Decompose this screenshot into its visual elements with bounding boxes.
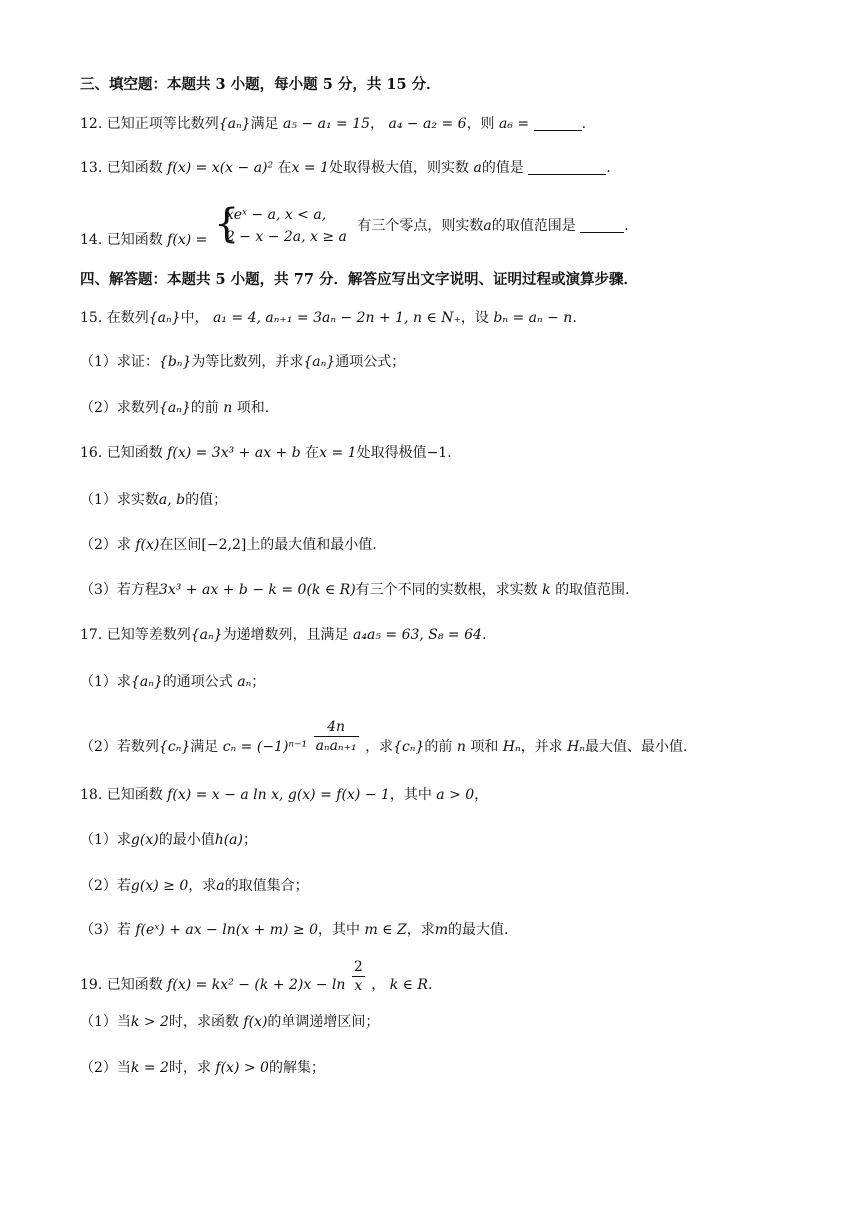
q15-math-2: bₙ = aₙ − n bbox=[493, 310, 573, 326]
q15-p2-math: {aₙ} bbox=[158, 400, 191, 416]
q14-piece-2: 2 − x − 2a, x ≥ a bbox=[225, 229, 347, 245]
q17-p2-n: n bbox=[456, 738, 466, 755]
q17-p1-text: 的通项公式 bbox=[162, 674, 233, 690]
q16-value: −1 bbox=[426, 445, 448, 461]
q15-p2-n: n bbox=[223, 400, 233, 416]
q14-number: 14. bbox=[80, 232, 103, 248]
q12-text-b: 满足 bbox=[250, 116, 279, 132]
question-15 bbox=[80, 308, 840, 328]
q15-text-c: ，设 bbox=[460, 310, 489, 326]
q18-p1-text: 的最小值 bbox=[158, 832, 215, 848]
q12-number: 12. bbox=[80, 116, 103, 132]
q18-p1-math2: h(a) bbox=[214, 832, 243, 848]
q18-p3-math: f(eˣ) + ax − ln(x + m) ≥ 0 bbox=[135, 922, 318, 938]
q13-text-d: 的值是 bbox=[481, 160, 524, 176]
q19-p1-math2: f(x) bbox=[243, 1014, 268, 1030]
q18-p3-label: （3）若 bbox=[80, 922, 131, 938]
q12-math-3: a₆ = bbox=[499, 116, 530, 132]
q15-text-a: 在数列 bbox=[106, 310, 149, 326]
question-12 bbox=[80, 114, 840, 134]
q15-part-2 bbox=[80, 398, 840, 418]
q16-p1-text: 的值； bbox=[185, 492, 228, 508]
q17-part-1 bbox=[80, 672, 840, 692]
q17-p2-math2: {cₙ} bbox=[393, 738, 425, 755]
q12-math-1: a₅ − a₁ = 15 bbox=[283, 116, 371, 132]
q17-p2-frac-num: 4n bbox=[314, 718, 359, 737]
q16-p2-label: （2）求 bbox=[80, 537, 131, 553]
q17-p2-text4: 项和 bbox=[470, 738, 499, 755]
q15-seq: {aₙ} bbox=[148, 310, 181, 326]
q16-x: x = 1 bbox=[319, 445, 357, 461]
q16-end: . bbox=[447, 445, 452, 461]
q16-p3-k: k bbox=[542, 582, 551, 598]
q19-frac-den: x bbox=[354, 978, 363, 994]
q15-text-b: 中， bbox=[180, 310, 209, 326]
q19-p1-text: 时，求函数 bbox=[168, 1014, 239, 1030]
q13-func: f(x) = x(x − a)² bbox=[167, 160, 274, 176]
q17-end: . bbox=[481, 627, 487, 643]
q18-text-b: ，其中 bbox=[389, 787, 432, 803]
q12-text-d: ，则 bbox=[466, 116, 495, 132]
q18-cond: a > 0 bbox=[436, 787, 475, 803]
q17-p2-fraction bbox=[314, 718, 359, 755]
q19-part-2 bbox=[80, 1058, 840, 1078]
q16-part-3 bbox=[80, 580, 840, 600]
q12-text-c: ， bbox=[370, 116, 385, 132]
q19-fraction bbox=[352, 958, 365, 995]
q12-math-2: a₄ − a₂ = 6 bbox=[388, 116, 467, 132]
q17-p1-math: {aₙ} bbox=[130, 674, 163, 690]
question-16 bbox=[80, 443, 840, 463]
q19-p1-math: k > 2 bbox=[130, 1014, 169, 1030]
q19-text-b: ， bbox=[371, 976, 386, 993]
q19-part-1 bbox=[80, 1012, 840, 1032]
q16-p1-label: （1）求实数 bbox=[80, 492, 159, 508]
q18-p1-end: ； bbox=[243, 832, 257, 848]
q18-p2-math: g(x) ≥ 0 bbox=[130, 878, 189, 894]
q16-func: f(x) = 3x³ + ax + b bbox=[167, 445, 301, 461]
q17-text-a: 已知等差数列 bbox=[106, 627, 191, 643]
q17-p2-text3: 的前 bbox=[424, 738, 453, 755]
q18-p3-text3: 的最大值. bbox=[448, 922, 509, 938]
q18-p2-a: a bbox=[216, 878, 225, 894]
q19-p1-label: （1）当 bbox=[80, 1014, 131, 1030]
q13-number: 13. bbox=[80, 160, 103, 176]
q12-text-a: 已知正项等比数列 bbox=[106, 116, 219, 132]
q19-p2-math2: f(x) > 0 bbox=[215, 1060, 269, 1076]
q19-number: 19. bbox=[80, 976, 103, 993]
q14-end: . bbox=[624, 218, 629, 234]
q16-p2-interval: [−2,2] bbox=[201, 537, 247, 553]
q13-a: a bbox=[473, 160, 482, 176]
q15-p2-label: （2）求数列 bbox=[80, 400, 159, 416]
q19-frac-num: 2 bbox=[353, 959, 363, 975]
q16-p1-math: a, b bbox=[158, 492, 186, 508]
q16-number: 16. bbox=[80, 445, 103, 461]
q17-p2-label: （2）若数列 bbox=[80, 738, 159, 755]
q15-p2-text2: 项和. bbox=[236, 400, 270, 416]
q13-x: x = 1 bbox=[291, 160, 329, 176]
q16-part-2 bbox=[80, 535, 840, 555]
q19-func: f(x) = kx² − (k + 2)x − ln bbox=[167, 976, 346, 993]
q15-p1-text2: 通项公式； bbox=[335, 354, 406, 370]
q17-p2-frac-den: aₙaₙ₊₁ bbox=[315, 738, 357, 754]
q14-piece-1: xeˣ − a, x < a, bbox=[225, 207, 327, 223]
q16-p3-math: 3x³ + ax + b − k = 0(k ∈ R) bbox=[158, 582, 356, 598]
question-13 bbox=[80, 158, 840, 178]
q14-text-b: 有三个零点，则实数 bbox=[357, 218, 484, 234]
q16-p3-text2: 的取值范围. bbox=[555, 582, 630, 598]
q16-text-b: 在 bbox=[305, 445, 320, 461]
q18-p1-label: （1）求 bbox=[80, 832, 131, 848]
q13-text-b: 在 bbox=[277, 160, 292, 176]
q17-seq: {aₙ} bbox=[190, 627, 223, 643]
q16-text-a: 已知函数 bbox=[106, 445, 163, 461]
q19-end: . bbox=[427, 976, 433, 993]
q18-part-3 bbox=[80, 920, 840, 940]
q18-p3-m: m ∈ Z bbox=[364, 922, 407, 938]
q17-p2-H2: Hₙ bbox=[567, 738, 586, 755]
q15-p1-text: 为等比数列，并求 bbox=[191, 354, 304, 370]
q19-p1-text2: 的单调递增区间； bbox=[267, 1014, 380, 1030]
q18-number: 18. bbox=[80, 787, 103, 803]
q17-p2-H: Hₙ bbox=[502, 738, 521, 755]
q17-p1-end: ； bbox=[251, 674, 266, 690]
q13-end: . bbox=[606, 160, 611, 176]
q12-seq: {aₙ} bbox=[218, 116, 251, 132]
q14-brace: { bbox=[213, 201, 240, 247]
q17-part-2 bbox=[80, 718, 840, 760]
section-4-heading: 四、解答题：本题共 5 小题，共 77 分．解答应写出文字说明、证明过程或演算步骤． bbox=[80, 271, 638, 288]
section-3-heading: 三、填空题：本题共 3 小题，每小题 5 分，共 15 分． bbox=[80, 76, 441, 93]
q17-p2-text6: 最大值、最小值. bbox=[585, 738, 688, 755]
q19-p2-text2: 的解集； bbox=[268, 1060, 325, 1076]
question-14 bbox=[80, 201, 840, 254]
q17-number: 17. bbox=[80, 627, 103, 643]
q14-a: a bbox=[483, 218, 492, 234]
question-18 bbox=[80, 785, 840, 805]
q16-p2-text2: 上的最大值和最小值. bbox=[246, 537, 377, 553]
q18-p2-text2: 的取值集合； bbox=[224, 878, 309, 894]
q18-text-a: 已知函数 bbox=[106, 787, 163, 803]
q19-k: k ∈ R bbox=[389, 976, 428, 993]
q17-p2-math: {cₙ} bbox=[158, 738, 191, 755]
q17-p2-cn: cₙ = (−1)ⁿ⁻¹ bbox=[222, 738, 308, 755]
q12-end: . bbox=[581, 116, 587, 132]
question-17 bbox=[80, 625, 840, 645]
q18-end: ， bbox=[474, 787, 489, 803]
q13-text-c: 处取得极大值，则实数 bbox=[329, 160, 469, 176]
q17-p2-text: 满足 bbox=[190, 738, 219, 755]
q18-part-1 bbox=[80, 830, 840, 850]
q17-math-1: a₄a₅ = 63, S₈ = 64 bbox=[353, 627, 482, 643]
q14-answer-blank bbox=[580, 218, 624, 233]
q14-text-a: 已知函数 bbox=[106, 232, 163, 248]
q19-p2-math: k = 2 bbox=[130, 1060, 169, 1076]
q17-p2-text5: ，并求 bbox=[520, 738, 563, 755]
q17-p2-text2: ，求 bbox=[365, 738, 394, 755]
q17-text-b: 为递增数列，且满足 bbox=[222, 627, 349, 643]
q14-piecewise bbox=[213, 201, 347, 248]
q16-p3-label: （3）若方程 bbox=[80, 582, 159, 598]
q14-text-c: 的取值范围是 bbox=[491, 218, 576, 234]
q16-part-1 bbox=[80, 490, 840, 510]
q16-p2-text: 在区间 bbox=[159, 537, 202, 553]
q15-math-1: a₁ = 4, aₙ₊₁ = 3aₙ − 2n + 1, n ∈ N₊ bbox=[213, 310, 461, 326]
q18-part-2 bbox=[80, 876, 840, 896]
q16-p3-text: 有三个不同的实数根，求实数 bbox=[355, 582, 538, 598]
q15-part-1 bbox=[80, 352, 840, 372]
q17-p1-math2: aₙ bbox=[237, 674, 252, 690]
q18-p2-text: ，求 bbox=[188, 878, 217, 894]
q16-text-c: 处取得极值 bbox=[356, 445, 427, 461]
q15-p1-math: {bₙ} bbox=[158, 354, 192, 370]
q19-p2-label: （2）当 bbox=[80, 1060, 131, 1076]
q18-func: f(x) = x − a ln x, g(x) = f(x) − 1 bbox=[167, 787, 390, 803]
q15-p1-label: （1）求证： bbox=[80, 354, 159, 370]
q14-func: f(x) = bbox=[167, 232, 208, 248]
q15-number: 15. bbox=[80, 310, 103, 326]
q18-p3-text: ，其中 bbox=[318, 922, 360, 938]
q15-end: . bbox=[572, 310, 577, 326]
q19-text-a: 已知函数 bbox=[106, 976, 163, 993]
q13-text-a: 已知函数 bbox=[106, 160, 163, 176]
q18-p3-text2: ，求 bbox=[406, 922, 435, 938]
question-19 bbox=[80, 958, 840, 1000]
q13-answer-blank bbox=[528, 160, 606, 175]
q18-p1-math: g(x) bbox=[130, 832, 159, 848]
q19-p2-text: 时，求 bbox=[168, 1060, 211, 1076]
q15-p2-text: 的前 bbox=[190, 400, 219, 416]
q18-p2-label: （2）若 bbox=[80, 878, 131, 894]
q18-p3-m2: m bbox=[434, 922, 449, 938]
q12-answer-blank bbox=[534, 116, 582, 131]
q16-p2-math: f(x) bbox=[135, 537, 160, 553]
q17-p1-label: （1）求 bbox=[80, 674, 131, 690]
q15-p1-math2: {aₙ} bbox=[303, 354, 336, 370]
